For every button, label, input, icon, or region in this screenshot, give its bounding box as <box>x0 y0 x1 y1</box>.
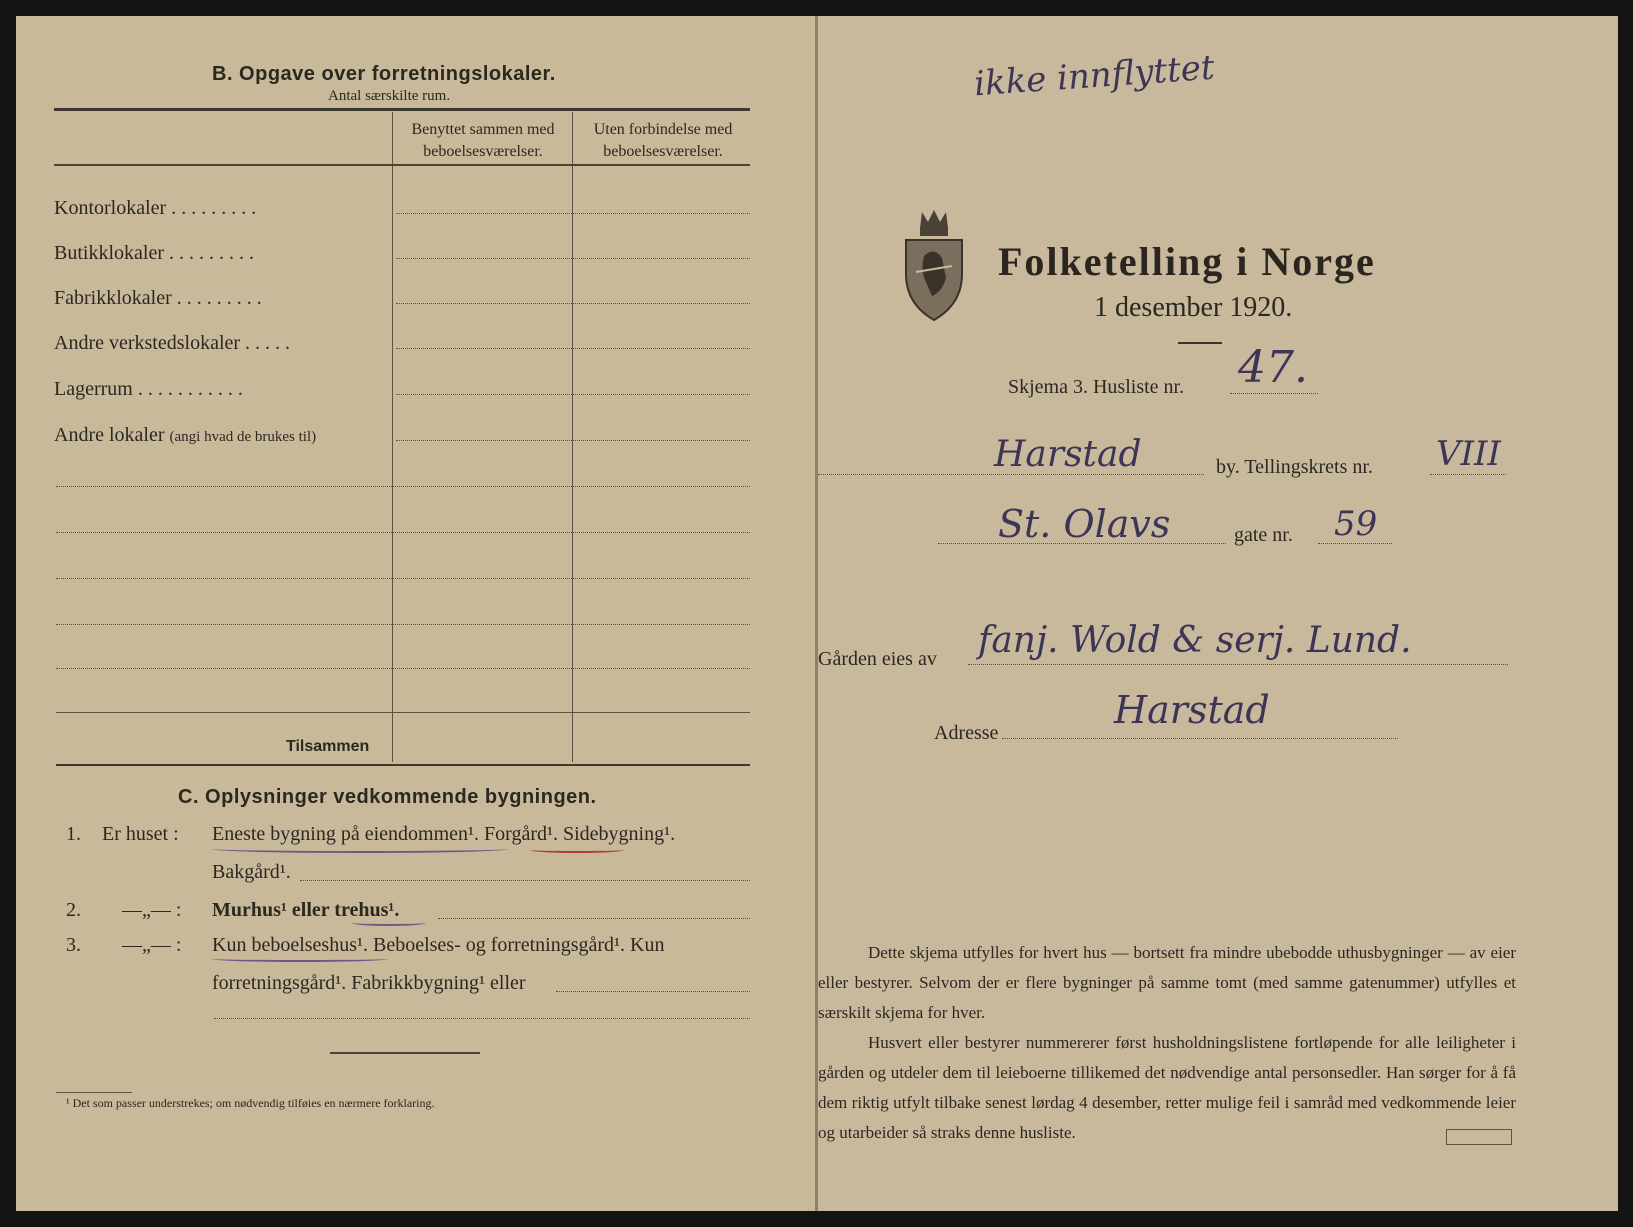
census-date: 1 desember 1920. <box>1094 292 1293 323</box>
row-kontorlokaler: Kontorlokaler . . . . . . . . . <box>54 197 257 219</box>
total-label: Tilsammen <box>286 738 370 755</box>
row-lagerrum: Lagerrum . . . . . . . . . . . <box>54 378 243 400</box>
left-page <box>16 16 816 1211</box>
address-handwritten: Harstad <box>1114 688 1270 732</box>
item3-label: —„— : <box>122 934 182 956</box>
census-title: Folketelling i Norge <box>998 239 1376 284</box>
fill-line <box>818 474 1204 475</box>
column-divider-1 <box>392 112 393 762</box>
blank-line <box>56 624 750 625</box>
gate-label: gate nr. <box>1234 524 1293 546</box>
item1-text: Eneste bygning på eiendommen¹. Forgård¹. Sidebygning¹. <box>212 823 676 845</box>
column-divider-2 <box>572 112 573 762</box>
item2-text: Murhus¹ eller trehus¹. <box>212 899 400 921</box>
item2-number: 2. <box>66 899 81 921</box>
cell-line <box>396 213 750 214</box>
blank-line <box>56 578 750 579</box>
fill-line <box>1318 543 1392 544</box>
right-page <box>818 16 1618 1211</box>
norway-coat-of-arms-icon <box>902 208 966 324</box>
blank-line <box>56 668 750 669</box>
item3-text-line2: forretningsgård¹. Fabrikkbygning¹ eller <box>212 972 526 994</box>
handwritten-underline-eneste <box>212 845 508 853</box>
col1-header: Benyttet sammen med beboelsesværelser. <box>411 121 555 160</box>
section-b-title: B. Opgave over forretningslokaler. <box>212 63 556 85</box>
row-fabrikklokaler: Fabrikklokaler . . . . . . . . . <box>54 287 262 309</box>
fill-line <box>938 543 1226 544</box>
item1-text-line2: Bakgård¹. <box>212 861 291 883</box>
cell-line <box>396 394 750 395</box>
fill-line <box>968 664 1508 665</box>
footnote: ¹ Det som passer understrekes; om nødvendig tilføies en nærmere forklaring. <box>66 1096 435 1110</box>
footnote-rule <box>56 1092 132 1093</box>
section-c-title: C. Oplysninger vedkommende bygningen. <box>178 786 597 808</box>
gate-number: 59 <box>1334 504 1378 544</box>
fill-line <box>556 991 750 992</box>
handwritten-underline-trehus <box>352 920 426 926</box>
owner-label: Gården eies av <box>818 648 937 670</box>
item3-text: Kun beboelseshus¹. Beboelses- og forretningsgård¹. Kun <box>212 934 665 956</box>
printer-stamp-icon <box>1446 1129 1512 1145</box>
instructions-paragraph-2: Husvert eller bestyrer nummererer først husholdningslistene fortløpende for alle leiligheter i gården og utdeler dem til leieboerne tillikemed det nødvendige antal personsedler. Han sørger for å få dem riktig utfylt tilbake senest lørdag 4 desember, retter mulige feil i samråd med vedkommende leier og utarbeider så straks denne husliste. <box>818 1033 1516 1142</box>
fill-line <box>438 918 750 919</box>
fill-line <box>1002 738 1398 739</box>
row-andre-lokaler <box>54 424 316 447</box>
section-b-subtitle: Antal særskilte rum. <box>328 88 451 104</box>
fill-line <box>214 1018 750 1019</box>
by-tellingskrets-label: by. Tellingskrets nr. <box>1216 456 1373 478</box>
blank-line <box>56 486 750 487</box>
tellingskrets-number: VIII <box>1436 434 1501 474</box>
total-top-rule <box>56 712 750 713</box>
row-andre-lokaler-label: Andre lokaler <box>54 424 165 446</box>
blank-line <box>56 532 750 533</box>
fill-line <box>1430 474 1506 475</box>
item2-label: —„— : <box>122 899 182 921</box>
fill-line <box>300 880 750 881</box>
item3-number: 3. <box>66 934 81 956</box>
date-rule <box>1178 342 1222 344</box>
item1-number: 1. <box>66 823 81 845</box>
fill-line <box>1230 393 1318 394</box>
owner-handwritten: fanj. Wold & serj. Lund. <box>978 620 1412 661</box>
row-butikklokaler: Butikklokaler . . . . . . . . . <box>54 242 254 264</box>
city-handwritten: Harstad <box>994 434 1142 475</box>
cell-line <box>396 258 750 259</box>
row-andre-verkstedslokaler: Andre verkstedslokaler . . . . . <box>54 332 291 354</box>
instructions-paragraph-1: Dette skjema utfylles for hvert hus — bortsett fra mindre ubebodde uthusbygninger — av eier eller bestyrer. Selvom der er flere bygninger på samme tomt (med samme gatenummer) utfylles et særskilt skjema for hver. <box>818 943 1516 1022</box>
husliste-number: 47. <box>1238 342 1308 393</box>
col2-header: Uten forbindelse med beboelsesværelser. <box>593 121 733 160</box>
cell-line <box>396 348 750 349</box>
cell-line <box>396 440 750 441</box>
red-underline-forgard <box>530 847 624 853</box>
total-bottom-rule <box>56 764 750 766</box>
street-handwritten: St. Olavs <box>998 502 1171 546</box>
header-rule <box>54 108 750 111</box>
header-bottom-rule <box>54 164 750 166</box>
handwritten-note-top: ikke innflyttet <box>972 47 1216 105</box>
handwritten-underline-kun-beboelseshus <box>212 956 388 962</box>
cell-line <box>396 303 750 304</box>
closing-rule <box>330 1052 480 1054</box>
row-andre-lokaler-note: (angi hvad de brukes til) <box>169 429 317 445</box>
item1-label: Er huset : <box>102 823 179 845</box>
schema-label: Skjema 3. Husliste nr. <box>1008 376 1185 398</box>
address-label: Adresse <box>934 722 999 744</box>
